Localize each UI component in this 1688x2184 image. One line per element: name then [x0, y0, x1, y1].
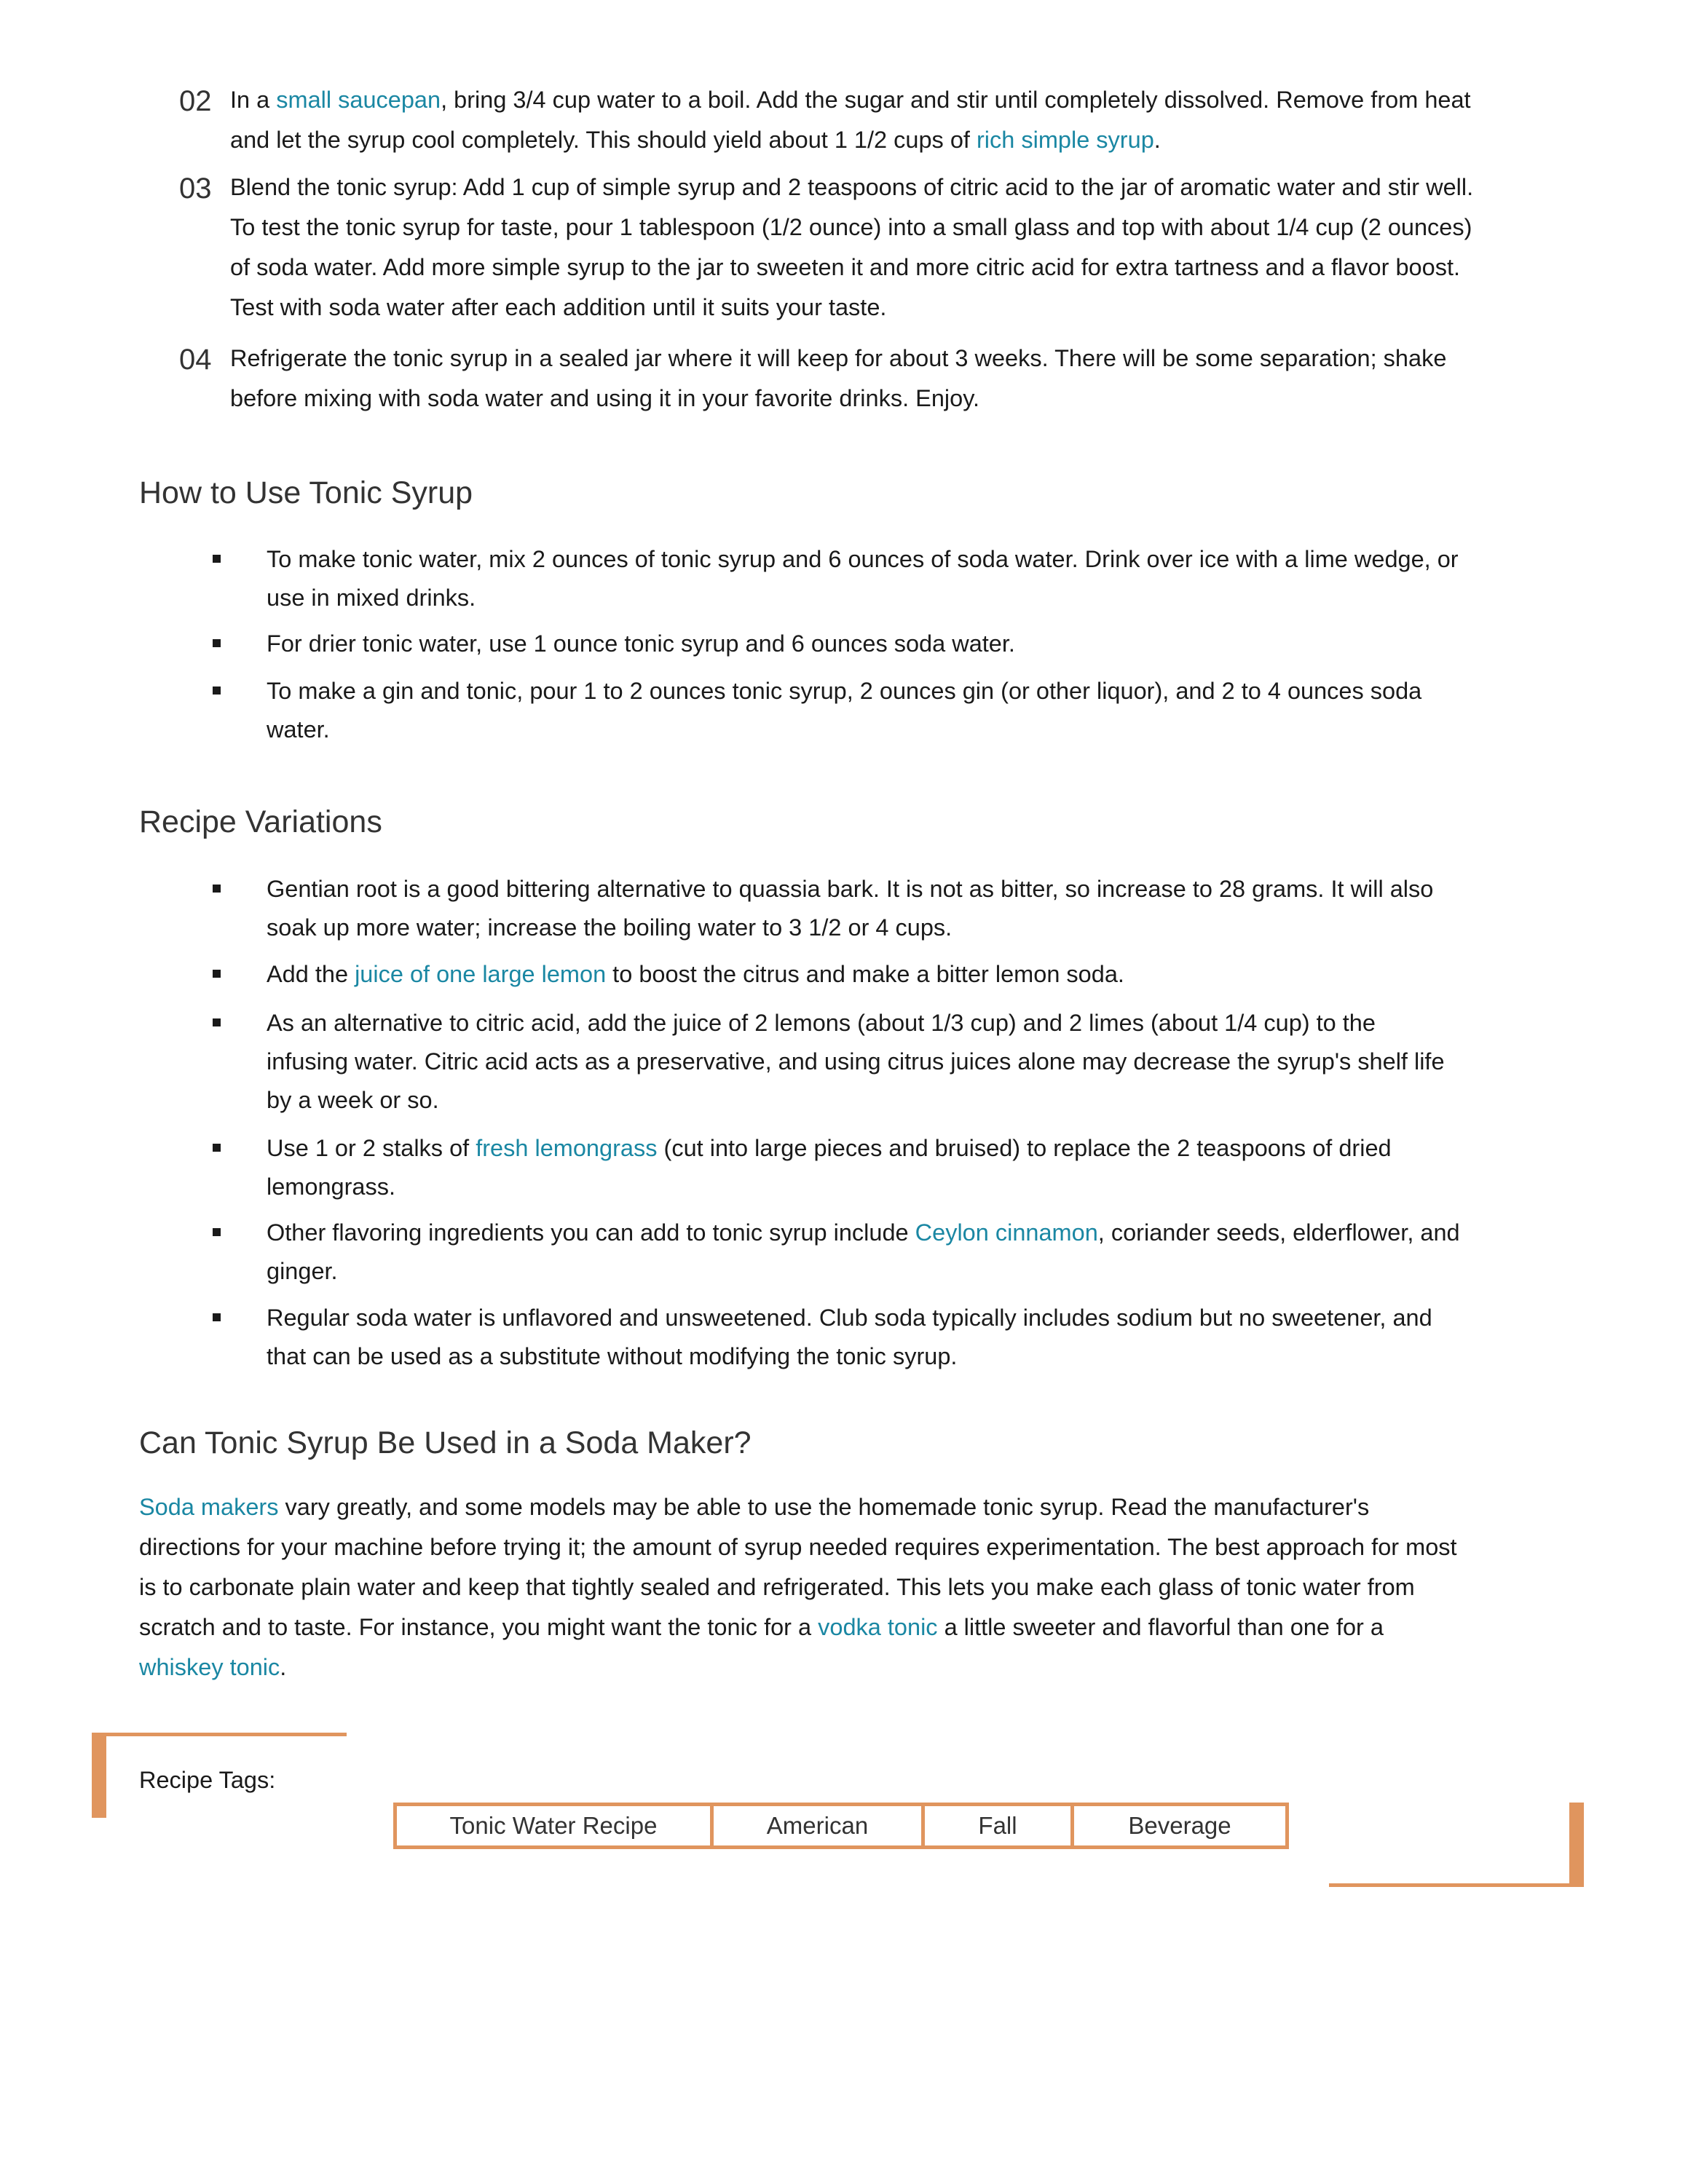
list-item-text	[267, 1004, 1461, 1120]
text-run: .	[280, 1654, 287, 1680]
step-number: 03	[179, 173, 212, 205]
list-item-text	[267, 870, 1461, 947]
soda-maker-heading: Can Tonic Syrup Be Used in a Soda Maker?	[139, 1425, 752, 1460]
tag-fall[interactable]: Fall	[921, 1803, 1074, 1849]
text-run: For drier tonic water, use 1 ounce tonic syrup and 6 ounces soda water.	[267, 630, 1015, 657]
step-text	[230, 339, 1497, 419]
list-item-text	[267, 955, 1461, 994]
text-run: Refrigerate the tonic syrup in a sealed jar where it will keep for about 3 weeks. There will be some separation; shake before mixing with soda water and using it in your favorite drinks. Enjoy.	[230, 345, 1447, 411]
list-item-text	[267, 1214, 1461, 1291]
list-item-text	[267, 625, 1461, 663]
text-run: Regular soda water is unflavored and unsweetened. Club soda typically includes sodium but no sweetener, and that can be used as a substitute without modifying the tonic syrup.	[267, 1305, 1432, 1369]
list-item-text	[267, 540, 1461, 617]
inline-link[interactable]: rich simple syrup	[976, 127, 1154, 153]
text-run: To make tonic water, mix 2 ounces of tonic syrup and 6 ounces of soda water. Drink over ice with a lime wedge, or use in mixed drinks.	[267, 546, 1459, 611]
text-run: Add the	[267, 961, 355, 987]
text-run: Blend the tonic syrup: Add 1 cup of simple syrup and 2 teaspoons of citric acid to the jar of aromatic water and stir well. To test the tonic syrup for taste, pour 1 tablespoon (1/2 ounce) into a small glass and top with about 1/4 cup (2 ounces) of soda water. Add more simple syrup to the jar to sweeten it and more citric acid for extra tartness and a flavor boost. Test with soda water after each addition until it suits your taste.	[230, 174, 1474, 320]
tag-tonic-water-recipe[interactable]: Tonic Water Recipe	[393, 1803, 714, 1849]
inline-link[interactable]: juice of one large lemon	[355, 961, 607, 987]
inline-link[interactable]: fresh lemongrass	[476, 1135, 658, 1161]
tags-frame-right	[1569, 1803, 1584, 1887]
step-text	[230, 167, 1497, 328]
text-run: a little sweeter and flavorful than one for a	[937, 1614, 1384, 1640]
bullet-icon	[213, 1313, 221, 1321]
list-item-text	[267, 672, 1461, 749]
text-run: to boost the citrus and make a bitter lemon soda.	[606, 961, 1124, 987]
step-number: 04	[179, 344, 212, 376]
bullet-icon	[213, 687, 221, 695]
list-item-text	[267, 1129, 1461, 1206]
recipe-tags-label: Recipe Tags:	[139, 1767, 276, 1793]
tag-beverage[interactable]: Beverage	[1070, 1803, 1289, 1849]
text-run: vary greatly, and some models may be able to use the homemade tonic syrup. Read the manufacturer's directions for your machine before trying it; the amount of syrup needed requires experimentation. The best approach for most is to carbonate plain water and keep that tightly sealed and refrigerated. This lets you make each glass of tonic water from scratch and to taste. For instance, you might want the tonic for a	[139, 1494, 1457, 1640]
tags-frame-top	[92, 1733, 347, 1736]
text-run: Gentian root is a good bittering alternative to quassia bark. It is not as bitter, so increase to 28 grams. It will also soak up more water; increase the boiling water to 3 1/2 or 4 cups.	[267, 876, 1434, 941]
text-run: (cut into large pieces and bruised) to replace the 2 teaspoons of dried lemongrass.	[267, 1135, 1392, 1200]
text-run: Use 1 or 2 stalks of	[267, 1135, 476, 1161]
inline-link[interactable]: vodka tonic	[818, 1614, 938, 1640]
text-run: , coriander seeds, elderflower, and ginger.	[267, 1219, 1460, 1284]
bullet-icon	[213, 970, 221, 978]
bullet-icon	[213, 639, 221, 647]
inline-link[interactable]: whiskey tonic	[139, 1654, 280, 1680]
inline-link[interactable]: small saucepan	[276, 87, 441, 113]
inline-link[interactable]: Soda makers	[139, 1494, 279, 1520]
text-run: As an alternative to citric acid, add the juice of 2 lemons (about 1/3 cup) and 2 limes (about 1/4 cup) to the infusing water. Citric acid acts as a preservative, and using citrus juices alone may decrease the syrup's shelf life by a week or so.	[267, 1010, 1445, 1113]
inline-link[interactable]: Ceylon cinnamon	[915, 1219, 1098, 1246]
bullet-icon	[213, 1018, 221, 1026]
bullet-icon	[213, 1228, 221, 1236]
how-to-use-heading: How to Use Tonic Syrup	[139, 475, 473, 510]
text-run: Other flavoring ingredients you can add to tonic syrup include	[267, 1219, 915, 1246]
bullet-icon	[213, 885, 221, 893]
text-run: In a	[230, 87, 277, 113]
tags-frame-left	[92, 1733, 106, 1818]
step-text	[230, 80, 1497, 160]
recipe-variations-heading: Recipe Variations	[139, 804, 382, 839]
step-number: 02	[179, 85, 212, 117]
text-run: .	[1153, 127, 1161, 153]
bullet-icon	[213, 555, 221, 563]
soda-maker-paragraph	[139, 1487, 1472, 1688]
text-run: , bring 3/4 cup water to a boil. Add the sugar and stir until completely dissolved. Remove from heat and let the syrup cool completely. This should yield about 1 1/2 cups of	[230, 87, 1471, 153]
text-run: To make a gin and tonic, pour 1 to 2 ounces tonic syrup, 2 ounces gin (or other liquor), and 2 to 4 ounces soda water.	[267, 678, 1422, 743]
bullet-icon	[213, 1144, 221, 1152]
tag-american[interactable]: American	[710, 1803, 925, 1849]
list-item-text	[267, 1299, 1461, 1376]
tags-frame-bottom	[1329, 1883, 1584, 1887]
